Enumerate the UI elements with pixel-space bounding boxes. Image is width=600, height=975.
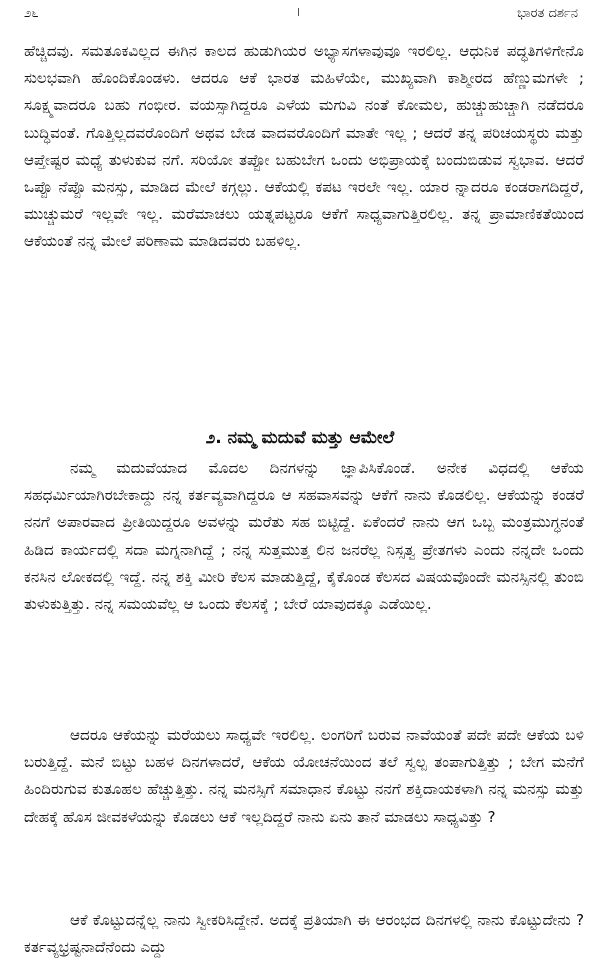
paragraph-text: ಆಕೆ ಕೊಟ್ಟುದನ್ನೆಲ್ಲ ನಾನು ಸ್ವೀಕರಿಸಿದ್ದೇನೆ. ಅದಕ್ಕೆ ಪ್ರತಿಯಾಗಿ ಈ ಆರಂಭದ ದಿನಗಳಲ್ಲಿ ನಾನು ಕೊಟ್ಟುದೇನು ? ಕರ್ತವ್ಯಭ್ರಷ್ಟನಾದೆನೆಂದು ಎದ್ದು	[24, 911, 584, 957]
header-tick-mark	[298, 8, 299, 16]
paragraph-2	[24, 455, 584, 618]
paragraph-4	[24, 907, 584, 961]
page-number: ೨೬	[24, 6, 39, 21]
paragraph-text: ಹೆಚ್ಚಿದವು. ಸಮತೂಕವಿಲ್ಲದ ಈಗಿನ ಕಾಲದ ಹುಡುಗಿಯರ ಅಭ್ಯಾಸಗಳಾವುವೂ ಇರಲಿಲ್ಲ. ಆಧುನಿಕ ಪದ್ಧತಿಗಳಿಗೇನೊ ಸುಲಭವಾಗಿ ಹೊಂದಿಕೊಂಡಳು. ಆದರೂ ಆಕೆ ಭಾರತ ಮಹಿಳೆಯೇ, ಮುಖ್ಯವಾಗಿ ಕಾಶ್ಮೀರದ ಹೆಣ್ಣುಮಗಳೇ ; ಸೂಕ್ಷ್ಮವಾದರೂ ಬಹು ಗಂಭೀರ. ವಯಸ್ಸಾಗಿದ್ದರೂ ಎಳೆಯ ಮಗುವಿ ನಂತೆ ಕೋಮಲ, ಹುಚ್ಚುಹುಚ್ಚಾಗಿ ನಡೆದರೂ ಬುದ್ಧಿವಂತೆ. ಗೊತ್ತಿಲ್ಲದವರೊಂದಿಗೆ ಅಥವ ಬೇಡ ವಾದವರೊಂದಿಗೆ ಮಾತೇ ಇಲ್ಲ ; ಆದರೆ ತನ್ನ ಪರಿಚಯಸ್ಥರು ಮತ್ತು ಆಪ್ತೇಷ್ಟರ ಮಧ್ಯೆ ತುಳುಕುವ ನಗೆ. ಸರಿಯೋ ತಪ್ಪೋ ಬಹುಬೇಗ ಒಂದು ಅಭಿಪ್ರಾಯಕ್ಕೆ ಬಂದುಬಿಡುವ ಸ್ವಭಾವ. ಆದರೆ ಒಪ್ಪೊ ನೆಪ್ಪೊ ಮನಸ್ಸು, ಮಾಡಿದ ಮೇಲೆ ಕಗ್ಗಲ್ಲು. ಆಕೆಯಲ್ಲಿ ಕಪಟ ಇರಲೇ ಇಲ್ಲ. ಯಾರ ನ್ನಾದರೂ ಕಂಡರಾಗದಿದ್ದರೆ, ಮುಚ್ಚುಮರೆ ಇಲ್ಲವೇ ಇಲ್ಲ. ಮರೆಮಾಚಲು ಯತ್ನಪಟ್ಟರೂ ಆಕೆಗೆ ಸಾಧ್ಯವಾಗುತ್ತಿರಲಿಲ್ಲ. ತನ್ನ ಪ್ರಾಮಾಣಿಕತೆಯಿಂದ ಆಕೆಯಂತೆ ನನ್ನ ಮೇಲೆ ಪರಿಣಾಮ ಮಾಡಿದವರು ಬಹಳಿಲ್ಲ.	[24, 42, 584, 251]
book-title: ಭಾರತ ದರ್ಶನ	[517, 6, 578, 21]
section-heading: ೨. ನಮ್ಮ ಮದುವೆ ಮತ್ತು ಆಮೇಲೆ	[205, 428, 395, 448]
running-header	[24, 6, 578, 26]
paragraph-text: ನಮ್ಮ ಮದುವೆಯಾದ ಮೊದಲ ದಿನಗಳನ್ನು ಜ್ಞಾಪಿಸಿಕೊಂಡೆ. ಅನೇಕ ವಿಧದಲ್ಲಿ ಆಕೆಯ ಸಹಧರ್ಮಿಯಾಗಿರಬೇಕಾದ್ದು ನನ್ನ ಕರ್ತವ್ಯವಾಗಿದ್ದರೂ ಆ ಸಹವಾಸವನ್ನು ಆಕೆಗೆ ನಾನು ಕೊಡಲಿಲ್ಲ. ಆಕೆಯನ್ನು ಕಂಡರೆ ನನಗೆ ಅಪಾರವಾದ ಪ್ರೀತಿಯಿದ್ದರೂ ಅವಳನ್ನು ಮರೆತು ಸಹ ಬಿಟ್ಟಿದ್ದೆ. ಏಕೆಂದರೆ ನಾನು ಆಗ ಒಬ್ಬ ಮಂತ್ರಮುಗ್ಧನಂತೆ ಹಿಡಿದ ಕಾರ್ಯದಲ್ಲಿ ಸದಾ ಮಗ್ನನಾಗಿದ್ದೆ ; ನನ್ನ ಸುತ್ತಮುತ್ತ ಲಿನ ಜನರೆಲ್ಲ ನಿಸ್ಸತ್ವ ಪ್ರೇತಗಳು ಎಂದು ನನ್ನದೇ ಒಂದು ಕನಸಿನ ಲೋಕದಲ್ಲಿ ಇದ್ದೆ. ನನ್ನ ಶಕ್ತಿ ಮೀರಿ ಕೆಲಸ ಮಾಡುತ್ತಿದ್ದೆ, ಕೈಕೊಂಡ ಕೆಲಸದ ವಿಷಯವೊಂದೇ ಮನಸ್ಸಿನಲ್ಲಿ ತುಂಬಿ ತುಳುಕುತ್ತಿತ್ತು. ನನ್ನ ಸಮಯವೆಲ್ಲ ಆ ಒಂದು ಕೆಲಸಕ್ಕೆ ; ಬೇರೆ ಯಾವುದಕ್ಕೂ ಎಡೆಯಿಲ್ಲ.	[24, 459, 584, 614]
paragraph-3	[24, 722, 584, 831]
paragraph-1	[24, 38, 584, 256]
paragraph-text: ಆದರೂ ಆಕೆಯನ್ನು ಮರೆಯಲು ಸಾಧ್ಯವೇ ಇರಲಿಲ್ಲ. ಲಂಗರಿಗೆ ಬರುವ ನಾವೆಯಂತೆ ಪದೇ ಪದೇ ಆಕೆಯ ಬಳಿ ಬರುತ್ತಿದ್ದೆ. ಮನೆ ಬಿಟ್ಟು ಬಹಳ ದಿನಗಳಾದರೆ, ಆಕೆಯ ಯೋಚನೆಯಿಂದ ತಲೆ ಸ್ವಲ್ಪ ತಂಪಾಗುತ್ತಿತ್ತು ; ಬೇಗ ಮನೆಗೆ ಹಿಂದಿರುಗುವ ಕುತೂಹಲ ಹೆಚ್ಚುತ್ತಿತ್ತು. ನನ್ನ ಮನಸ್ಸಿಗೆ ಸಮಾಧಾನ ಕೊಟ್ಟು ನನಗೆ ಶಕ್ತಿದಾಯಕಳಾಗಿ ನನ್ನ ಮನಸ್ಸು ಮತ್ತು ದೇಹಕ್ಕೆ ಹೊಸ ಜೀವಕಳೆಯನ್ನು ಕೊಡಲು ಆಕೆ ಇಲ್ಲದಿದ್ದರೆ ನಾನು ಏನು ತಾನೆ ಮಾಡಲು ಸಾಧ್ಯವಿತ್ತು ?	[24, 726, 584, 826]
